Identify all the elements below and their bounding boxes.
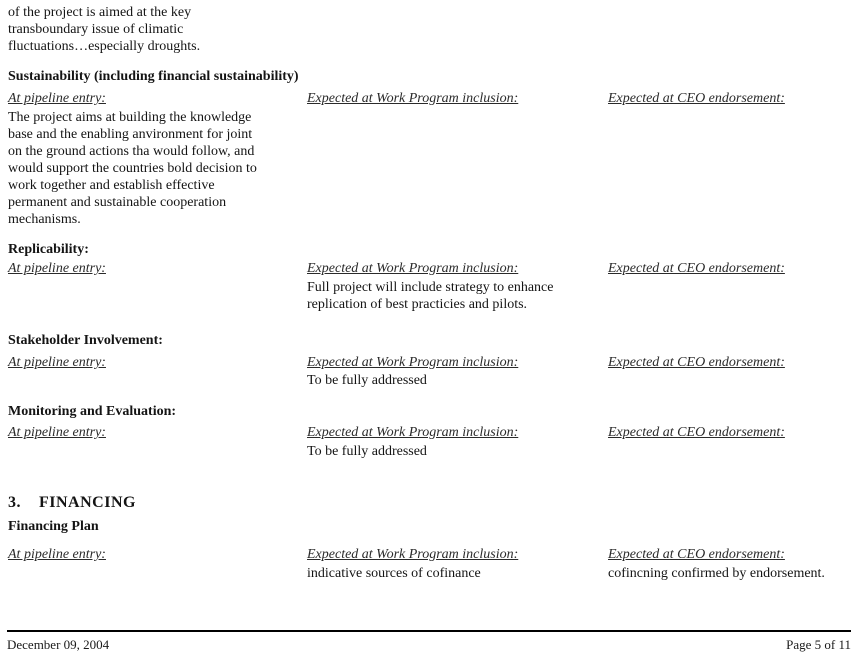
cell-ceo bbox=[608, 354, 856, 389]
ceo-text: cofincning confirmed by endorsement. bbox=[608, 566, 825, 581]
financing-heading-title: FINANCING bbox=[39, 494, 136, 511]
cell-pipeline bbox=[8, 354, 307, 389]
financing-heading bbox=[8, 493, 856, 513]
work-program-text: Full project will include strategy to enhance replication of best practicies and pilots. bbox=[307, 280, 554, 312]
cell-ceo bbox=[608, 90, 856, 228]
work-program-text: To be fully addressed bbox=[307, 444, 427, 459]
section-row-replicability bbox=[8, 260, 856, 313]
column-header-pipeline: At pipeline entry: bbox=[8, 91, 106, 106]
column-header-pipeline: At pipeline entry: bbox=[8, 547, 106, 562]
cell-work-program bbox=[307, 90, 608, 228]
column-header-ceo: Expected at CEO endorsement: bbox=[608, 261, 785, 276]
column-header-ceo: Expected at CEO endorsement: bbox=[608, 425, 785, 440]
column-header-work-program: Expected at Work Program inclusion: bbox=[307, 547, 519, 562]
cell-work-program bbox=[307, 354, 608, 389]
cell-work-program bbox=[307, 546, 608, 582]
cell-work-program bbox=[307, 260, 608, 313]
footer-page-number: Page 5 of 11 bbox=[786, 637, 851, 652]
section-row-sustainability bbox=[8, 90, 856, 228]
section-row-monitoring bbox=[8, 424, 856, 460]
cell-ceo bbox=[608, 424, 856, 460]
section-row-financing bbox=[8, 546, 856, 582]
section-row-stakeholder bbox=[8, 354, 856, 389]
column-header-work-program: Expected at Work Program inclusion: bbox=[307, 91, 519, 106]
column-header-work-program: Expected at Work Program inclusion: bbox=[307, 425, 519, 440]
footer-date: December 09, 2004 bbox=[7, 637, 110, 652]
cell-ceo bbox=[608, 260, 856, 313]
column-header-pipeline: At pipeline entry: bbox=[8, 355, 106, 370]
page-footer bbox=[7, 630, 851, 652]
section-title-replicability: Replicability: bbox=[8, 242, 89, 257]
column-header-ceo: Expected at CEO endorsement: bbox=[608, 355, 785, 370]
column-header-ceo: Expected at CEO endorsement: bbox=[608, 547, 785, 562]
pipeline-text: The project aims at building the knowledge base and the enabling anvironment for joint on the ground actions tha would follow, and would support the countries bold decision to work together and establish effective permanent and sustainable cooperation mechanisms. bbox=[8, 110, 257, 227]
cell-pipeline bbox=[8, 260, 307, 313]
intro-paragraph: of the project is aimed at the key transboundary issue of climatic fluctuations…especially droughts. bbox=[8, 5, 201, 54]
column-header-work-program: Expected at Work Program inclusion: bbox=[307, 355, 519, 370]
financing-plan-subheading: Financing Plan bbox=[8, 519, 99, 534]
column-header-work-program: Expected at Work Program inclusion: bbox=[307, 261, 519, 276]
column-header-pipeline: At pipeline entry: bbox=[8, 261, 106, 276]
work-program-text: To be fully addressed bbox=[307, 373, 427, 388]
column-header-pipeline: At pipeline entry: bbox=[8, 425, 106, 440]
cell-ceo bbox=[608, 546, 856, 582]
cell-work-program bbox=[307, 424, 608, 460]
cell-pipeline bbox=[8, 546, 307, 582]
work-program-text: indicative sources of cofinance bbox=[307, 566, 481, 581]
financing-heading-number: 3. bbox=[8, 494, 21, 511]
section-title-monitoring: Monitoring and Evaluation: bbox=[8, 404, 177, 419]
section-title-stakeholder: Stakeholder Involvement: bbox=[8, 333, 163, 348]
column-header-ceo: Expected at CEO endorsement: bbox=[608, 91, 785, 106]
cell-pipeline bbox=[8, 90, 307, 228]
section-title-sustainability: Sustainability (including financial sustainability) bbox=[8, 69, 299, 84]
cell-pipeline bbox=[8, 424, 307, 460]
